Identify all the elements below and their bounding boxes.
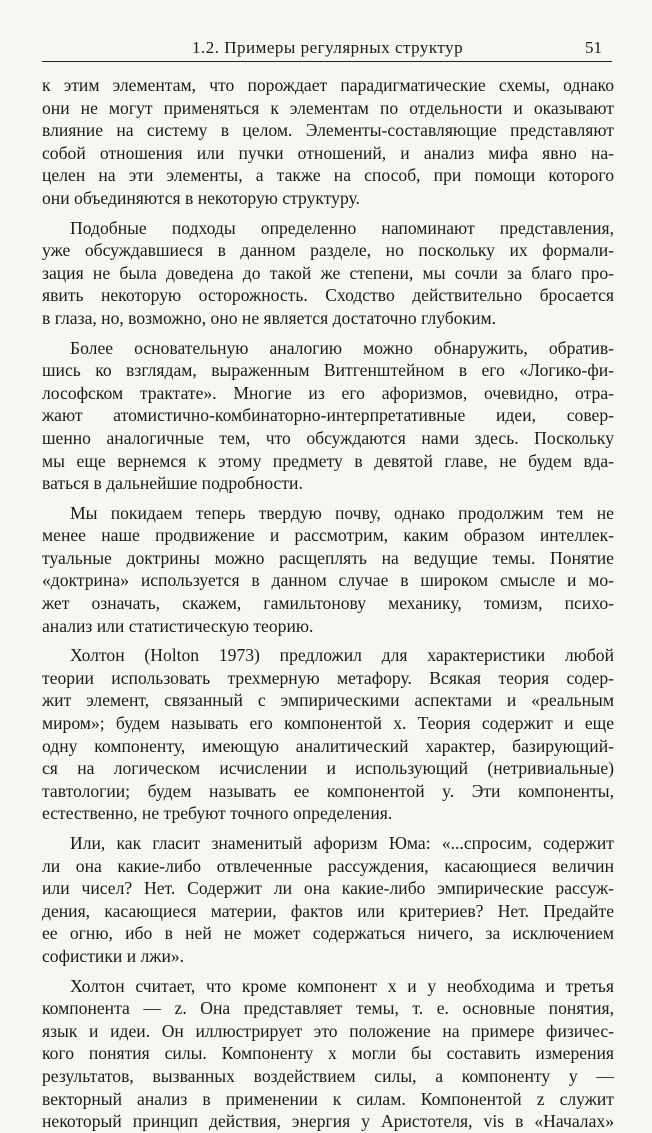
text-line: одну компоненту, имеющую аналитический характер, базирующий-: [42, 735, 614, 756]
text-line: они не могут применяться к элементам по отдельности и оказывают: [42, 97, 614, 118]
text-line: влияние на систему в целом. Элементы-составляющие представляют: [42, 120, 614, 141]
running-header: [42, 36, 614, 60]
text-line: менее наше продвижение и рассмотрим, каким образом интеллек-: [42, 525, 614, 546]
text-line: мы еще вернемся к этому предмету в девятой главе, не будем вда-: [42, 450, 614, 471]
text-line: в глаза, но, возможно, оно не является достаточно глубоким.: [42, 307, 497, 328]
text-line: собой отношения или пучки отношений, и анализ мифа явно на-: [42, 142, 614, 163]
text-line: Или, как гласит знаменитый афоризм Юма: «...спросим, содержит: [70, 833, 614, 853]
paragraph: [42, 217, 614, 330]
text-line: анализ или статистическую теорию.: [42, 615, 314, 636]
text-line: они объединяются в некоторую структуру.: [42, 187, 360, 208]
text-line: результатов, вызванных воздействием силы, а компоненту y —: [42, 1065, 614, 1086]
text-line: Подобные подходы определенно напоминают представления,: [70, 217, 614, 238]
text-line: компонента — z. Она представляет темы, т. е. основные понятия,: [42, 998, 614, 1019]
text-line: ваться в дальнейшие подробности.: [42, 473, 303, 494]
text-line: уже обсуждавшиеся в данном разделе, но поскольку их формали-: [42, 240, 614, 261]
text-line: ся на логическом исчислении и использующий (нетривиальные): [42, 758, 614, 779]
text-line: туальные доктрины можно расщеплять на ведущие темы. Понятие: [42, 547, 614, 568]
text-line: явить некоторую осторожность. Сходство действительно бросается: [42, 285, 614, 306]
text-line: целен на эти элементы, а также на способ, при помощи которого: [42, 165, 614, 186]
text-line: естественно, не требуют точного определения.: [42, 803, 393, 824]
text-line: теории использовать трехмерную метафору. Всякая теория содер-: [42, 667, 614, 688]
paragraph: [42, 74, 614, 210]
text-line: жит элемент, связанный с эмпирическими аспектами и «реальным: [42, 690, 614, 711]
paragraph: [42, 644, 614, 825]
text-line: векторный анализ в применении к силам. Компонентой z служит: [42, 1088, 614, 1109]
paragraph: [42, 337, 614, 495]
paragraph: [42, 832, 614, 968]
text-line: язык и идеи. Он иллюстрирует это положение на примере физичес-: [42, 1020, 614, 1041]
text-line: к этим элементам, что порождает парадигматические схемы, однако: [42, 75, 614, 95]
text-line: шись ко взглядам, выраженным Витгенштейном в его «Логико-фи-: [42, 360, 614, 381]
text-line: «доктрина» используется в данном случае в широком смысле и мо-: [42, 570, 614, 591]
text-line: зация не была доведена до такой же степени, мы сочли за благо про-: [42, 262, 614, 283]
text-line: шенно аналогичные тем, что обсуждаются нами здесь. Поскольку: [42, 427, 614, 448]
body-text: [42, 74, 614, 1133]
text-line: Холтон считает, что кроме компонент x и y необходима и третья: [70, 975, 614, 996]
text-line: софистики и лжи».: [42, 945, 185, 966]
paragraph: [42, 502, 614, 638]
text-line: или чисел? Нет. Содержит ли она какие-либо эмпирические рассуж-: [42, 878, 614, 899]
text-line: тавтологии; будем называть ее компонентой y. Эти компоненты,: [42, 780, 614, 801]
text-line: миром»; будем называть его компонентой x. Теория содержит и еще: [42, 713, 614, 734]
header-rule: [42, 61, 612, 62]
text-line: ли она какие-либо отвлеченные рассуждения, касающиеся величин: [42, 855, 614, 876]
text-line: ее огню, ибо в ней не может содержаться ничего, за исключением: [42, 923, 614, 944]
text-line: лософском трактате». Многие из его афоризмов, очевидно, отра-: [42, 382, 614, 403]
text-line: некоторый принцип действия, энергия у Аристотеля, vis в «Началах»: [42, 1111, 614, 1132]
paragraph: [42, 975, 614, 1133]
text-line: Холтон (Holton 1973) предложил для характеристики любой: [70, 645, 614, 666]
text-line: Более основательную аналогию можно обнаружить, обратив-: [70, 337, 614, 358]
page-number: 51: [585, 38, 602, 57]
running-title: 1.2. Примеры регулярных структур: [192, 38, 464, 57]
text-line: кого понятия силы. Компоненту x могли бы составить измерения: [42, 1043, 614, 1064]
text-line: жет означать, скажем, гамильтонову механику, томизм, психо-: [42, 593, 614, 614]
text-line: Мы покидаем теперь твердую почву, однако продолжим тем не: [70, 502, 614, 523]
text-line: жают атомистично-комбинаторно-интерпретативные идеи, совер-: [42, 405, 614, 426]
text-line: дения, касающиеся материи, фактов или критериев? Нет. Предайте: [42, 900, 614, 921]
